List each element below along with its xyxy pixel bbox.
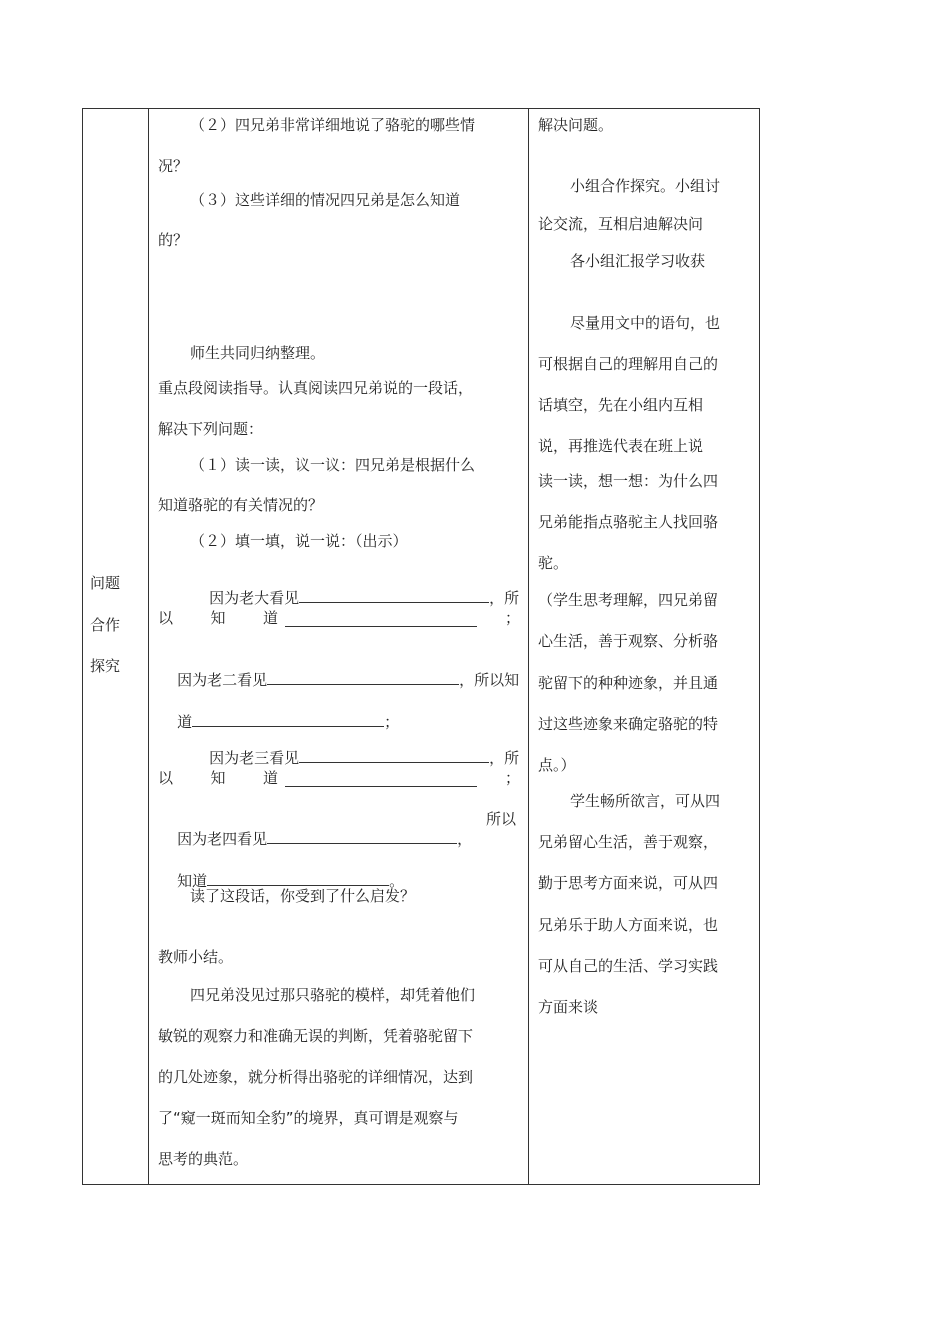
fill-in-char: 知 [210,769,226,787]
fill-in-text: ； [384,713,400,731]
fill-in-line [158,608,278,628]
student-line: 过这些迹象来确定骆驼的特 [538,715,719,733]
fill-in-text: ， [457,830,473,848]
fill-in-blank[interactable] [267,670,459,685]
fill-in-char: 知 [210,609,226,627]
student-line: 可从自己的生活、学习实践 [538,957,719,975]
student-line: （学生思考理解，四兄弟留 [538,591,719,609]
fill-in-text: ，所 [489,589,520,607]
question-2-line: 况？ [158,157,189,175]
conclusion-line: 敏锐的观察力和准确无误的判断，凭着骆驼留下 [158,1027,474,1045]
fill-in-blank[interactable] [285,772,477,787]
student-line: 论交流，互相启迪解决问 [538,215,704,233]
question-3-line: 的？ [158,231,189,249]
student-line: 兄弟能指点骆驼主人找回骆 [538,513,719,531]
column-divider [148,108,149,1185]
student-line: 方面来谈 [538,998,599,1016]
fill-in-blank[interactable] [207,871,389,886]
task-1-line: 知道骆驼的有关情况的？ [158,496,324,514]
fill-in-text: 因为老四看见 [177,830,268,848]
guide-line: 解决下列问题： [158,420,264,438]
task-2-line: （２）填一填，说一说：（出示） [190,532,408,550]
fill-in-blank[interactable] [267,829,457,844]
guide-line: 重点段阅读指导。认真阅读四兄弟说的一段话， [158,379,474,397]
teacher-summary-heading: 教师小结。 [158,948,234,966]
inspiration-question: 读了这段话，你受到了什么启发？ [190,887,416,905]
conclusion-line: 思考的典范。 [158,1150,249,1168]
section-label-line: 合作 [90,616,121,634]
fill-in-text: 因为老二看见 [177,671,268,689]
student-line: 兄弟留心生活，善于观察， [538,833,719,851]
column-divider [528,108,529,1185]
task-1-line: （１）读一读，议一议：四兄弟是根据什么 [190,456,476,474]
student-line: 各小组汇报学习收获 [570,252,706,270]
fill-in-text: ，所以知 [459,671,520,689]
student-line: 解决问题。 [538,116,614,134]
fill-in-text: 知道 [177,872,208,890]
fill-in-blank[interactable] [285,612,477,627]
fill-in-text: 道 [177,713,193,731]
student-line: 小组合作探究。小组讨 [570,177,721,195]
fill-in-text: ，所 [489,749,520,767]
fill-in-char: 道 [262,609,278,627]
student-line: 点。） [538,756,576,774]
section-label-line: 探究 [90,657,121,675]
fill-in-text: 因为老三看见 [209,749,300,767]
fill-in-text: 因为老大看见 [209,589,300,607]
fill-in-text: 。 [389,872,405,890]
fill-in-text: ； [505,769,521,787]
conclusion-line: 四兄弟没见过那只骆驼的模样，却凭着他们 [190,986,476,1004]
student-line: 话填空，先在小组内互相 [538,396,704,414]
student-line: 尽量用文中的语句，也 [570,314,721,332]
summary-line: 师生共同归纳整理。 [190,344,326,362]
fill-in-char: 以 [158,609,174,627]
fill-in-char: 以 [158,769,174,787]
fill-in-blank[interactable] [299,748,489,763]
fill-in-blank[interactable] [299,588,489,603]
student-line: 勤于思考方面来说，可从四 [538,874,719,892]
question-3-line: （３）这些详细的情况四兄弟是怎么知道 [190,191,461,209]
conclusion-line: 的几处迹象，就分析得出骆驼的详细情况，达到 [158,1068,474,1086]
fill-in-text: ； [505,609,521,627]
conclusion-line: 了“窥一斑而知全豹”的境界，真可谓是观察与 [158,1109,459,1127]
student-line: 学生畅所欲言，可从四 [570,792,721,810]
section-label-line: 问题 [90,574,121,592]
fill-in-text: 所以 [486,810,517,828]
student-line: 驼。 [538,554,569,572]
fill-in-char: 道 [262,769,278,787]
student-line: 说，再推选代表在班上说 [538,437,704,455]
fill-in-blank[interactable] [192,712,384,727]
fill-in-line [158,768,278,788]
student-line: 读一读，想一想：为什么四 [538,472,719,490]
student-line: 心生活，善于观察、分析骆 [538,632,719,650]
student-line: 驼留下的种种迹象，并且通 [538,674,719,692]
student-line: 可根据自己的理解用自己的 [538,355,719,373]
question-2-line: （２）四兄弟非常详细地说了骆驼的哪些情 [190,116,476,134]
student-line: 兄弟乐于助人方面来说，也 [538,916,719,934]
